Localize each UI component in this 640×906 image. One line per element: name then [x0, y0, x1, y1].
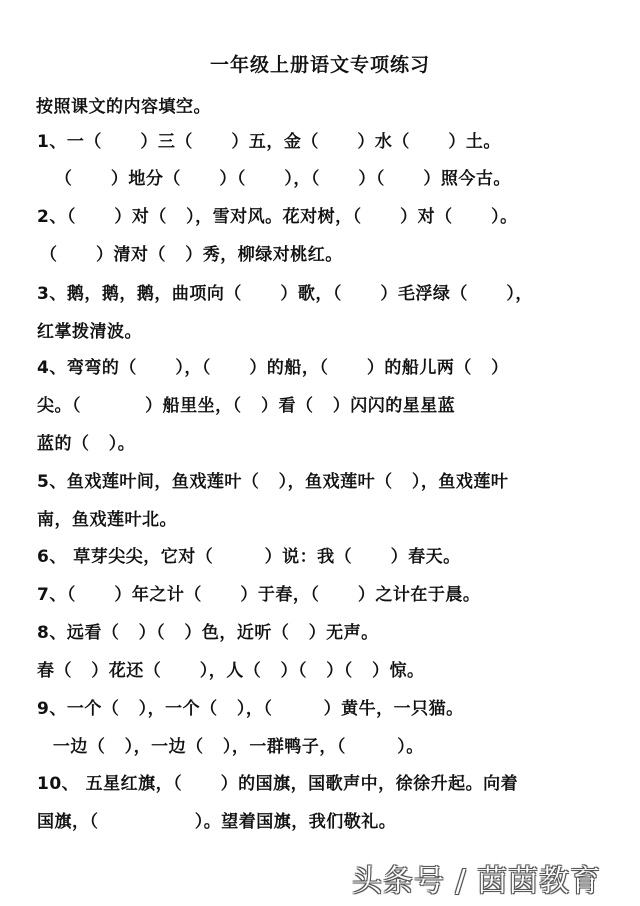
- exercise-line-17: 一边（ ），一边（ ），一群鸭子，（ ）。: [40, 737, 424, 757]
- exercise-line-10: 5、鱼戏莲叶间，鱼戏莲叶（ ），鱼戏莲叶（ ），鱼戏莲叶: [37, 472, 509, 492]
- exercise-line-13: 7、（ ）年之计（ ）于春，（ ）之计在于晨。: [37, 585, 481, 605]
- exercise-line-15: 春（ ）花还（ ），人（ ）（ ）（ ）惊。: [37, 661, 425, 681]
- exercise-line-4: （ ）清对（ ）秀，柳绿对桃红。: [40, 245, 343, 265]
- exercise-line-16: 9、一个（ ），一个（ ），（ ）黄牛，一只猫。: [37, 699, 464, 719]
- watermark-text: 头条号 / 茵茵教育: [352, 864, 602, 899]
- exercise-line-7: 4、弯弯的（ ），（ ）的船，（ ）的船儿两（ ）: [37, 358, 509, 378]
- exercise-line-9: 蓝的（ ）。: [37, 434, 136, 454]
- exercise-line-14: 8、远看（ ）（ ）色，近听（ ）无声。: [37, 623, 379, 643]
- page-title: 一年级上册语文专项练习: [209, 54, 430, 76]
- exercise-line-19: 国旗，（ ）。望着国旗，我们敬礼。: [37, 812, 397, 832]
- exercise-line-12: 6、 草芽尖尖，它对（ ）说：我（ ）春天。: [37, 547, 461, 567]
- instruction-text: 按照课文的内容填空。: [36, 97, 211, 117]
- exercise-line-1: 1、一（ ）三（ ）五，金（ ）水（ ）土。: [37, 132, 501, 152]
- exercise-line-3: 2、（ ）对（ ），雪对风。花对树，（ ）对（ ）。: [37, 207, 518, 227]
- exercise-line-8: 尖。（ ）船里坐，（ ）看（ ）闪闪的星星蓝: [37, 396, 456, 416]
- exercise-line-18: 10、 五星红旗，（ ）的国旗，国歌声中，徐徐升起。向着: [37, 774, 519, 794]
- exercise-line-2: （ ）地分（ ）（ ），（ ）（ ）照今古。: [42, 169, 511, 189]
- exercise-line-11: 南，鱼戏莲叶北。: [37, 510, 177, 530]
- exercise-line-6: 红掌拨清波。: [37, 322, 142, 342]
- exercise-line-5: 3、鹅，鹅，鹅，曲项向（ ）歌，（ ）毛浮绿（ ），: [37, 284, 533, 304]
